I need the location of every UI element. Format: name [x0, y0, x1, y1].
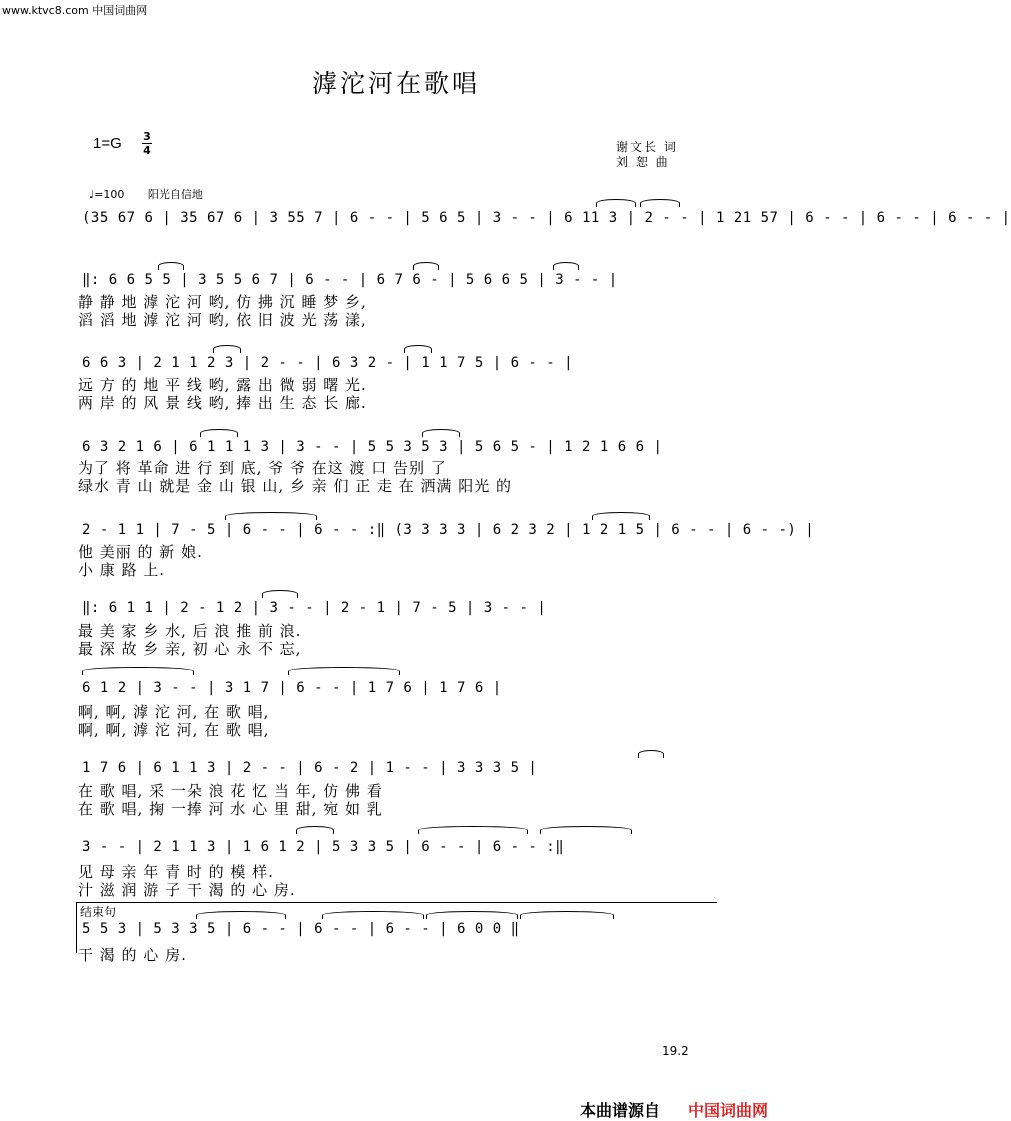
- ending-label: 结束句: [80, 905, 117, 919]
- lyric-line-9b: 汁 滋 润 游 子 干 渴 的 心 房.: [78, 881, 296, 899]
- composer-credit: 刘 恕 曲: [616, 155, 670, 169]
- lyric-line-5b: 小 康 路 上.: [78, 561, 166, 579]
- lyric-line-7a: 啊, 啊, 滹 沱 河, 在 歌 唱,: [78, 703, 270, 721]
- lyric-line-2a: 静 静 地 滹 沱 河 哟, 仿 拂 沉 睡 梦 乡,: [78, 293, 367, 311]
- lyric-line-4b: 绿水 青 山 就是 金 山 银 山, 乡 亲 们 正 走 在 洒满 阳光 的: [78, 477, 513, 495]
- source-label: 本曲谱源自: [580, 1101, 661, 1120]
- lyric-line-10: 干 渴 的 心 房.: [78, 946, 187, 964]
- tempo-expression: 阳光自信地: [147, 188, 203, 201]
- lyric-line-6a: 最 美 家 乡 水, 后 浪 推 前 浪.: [78, 622, 302, 640]
- site-name-link[interactable]: 中国词曲网: [688, 1101, 769, 1120]
- notation-line-3: 6 6 3 | 2 1 1 2 3 | 2 - - | 6 3 2 - | 1 1 7 5 | 6 - - |: [82, 355, 574, 371]
- lyric-line-2b: 滔 滔 地 滹 沱 河 哟, 依 旧 波 光 荡 漾,: [78, 311, 367, 329]
- lyric-line-8b: 在 歌 唱, 掬 一捧 河 水 心 里 甜, 宛 如 乳: [78, 800, 383, 818]
- lyric-line-6b: 最 深 故 乡 亲, 初 心 永 不 忘,: [78, 640, 302, 658]
- lyricist-credit: 谢文长 词: [616, 140, 678, 154]
- tempo-value: ♩=100: [89, 188, 125, 201]
- key-signature: 1=G: [93, 135, 122, 152]
- tempo-mark: [89, 186, 203, 202]
- lyric-line-5a: 他 美丽 的 新 娘.: [78, 543, 203, 561]
- song-title: 滹沱河在歌唱: [311, 69, 480, 98]
- lyric-line-9a: 见 母 亲 年 青 时 的 模 样.: [78, 863, 274, 881]
- notation-line-8: 1 7 6 | 6 1 1 3 | 2 - - | 6 - 2 | 1 - - | 3 3 3 5 |: [82, 760, 538, 776]
- lyric-line-4a: 为了 将 革命 进 行 到 底, 爷 爷 在这 渡 口 告别 了: [78, 459, 447, 477]
- time-signature-bottom: 4: [143, 144, 151, 157]
- notation-line-1: (35 67 6 | 35 67 6 | 3 55 7 | 6 - - | 5 6 5 | 3 - - | 6 11 3 | 2 - - | 1 21 57 | 6 - - | 6 - - | 6 - - |: [82, 210, 1011, 226]
- notation-line-4: 6 3 2 1 6 | 6 1 1 1 3 | 3 - - | 5 5 3 5 3 | 5 6 5 - | 1 2 1 6 6 |: [82, 439, 663, 455]
- notation-line-2: ‖: 6 6 5 5 | 3 5 5 6 7 | 6 - - | 6 7 6 - | 5 6 6 5 | 3 - - |: [82, 272, 618, 288]
- notation-line-7: 6 1 2 | 3 - - | 3 1 7 | 6 - - | 1 7 6 | 1 7 6 |: [82, 680, 502, 696]
- notation-line-9: 3 - - | 2 1 1 3 | 1 6 1 2 | 5 3 3 5 | 6 - - | 6 - - :‖: [82, 839, 565, 855]
- lyric-line-8a: 在 歌 唱, 采 一朵 浪 花 忆 当 年, 仿 佛 看: [78, 782, 383, 800]
- lyric-line-3a: 远 方 的 地 平 线 哟, 露 出 微 弱 曙 光.: [78, 376, 367, 394]
- time-signature: [142, 131, 152, 156]
- time-signature-top: 3: [143, 130, 151, 143]
- notation-line-10: 5 5 3 | 5 3 3 5 | 6 - - | 6 - - | 6 - - | 6 0 0 ‖: [82, 921, 520, 937]
- notation-line-5: 2 - 1 1 | 7 - 5 | 6 - - | 6 - - :‖ (3 3 3 3 | 6 2 3 2 | 1 2 1 5 | 6 - - | 6 - -) |: [82, 522, 815, 538]
- lyric-line-7b: 啊, 啊, 滹 沱 河, 在 歌 唱,: [78, 721, 270, 739]
- watermark-header: www.ktvc8.com 中国词曲网: [2, 4, 148, 17]
- lyric-line-3b: 两 岸 的 风 景 线 哟, 捧 出 生 态 长 廊.: [78, 394, 367, 412]
- notation-line-6: ‖: 6 1 1 | 2 - 1 2 | 3 - - | 2 - 1 | 7 - 5 | 3 - - |: [82, 600, 547, 616]
- page-number: 19.2: [662, 1044, 689, 1058]
